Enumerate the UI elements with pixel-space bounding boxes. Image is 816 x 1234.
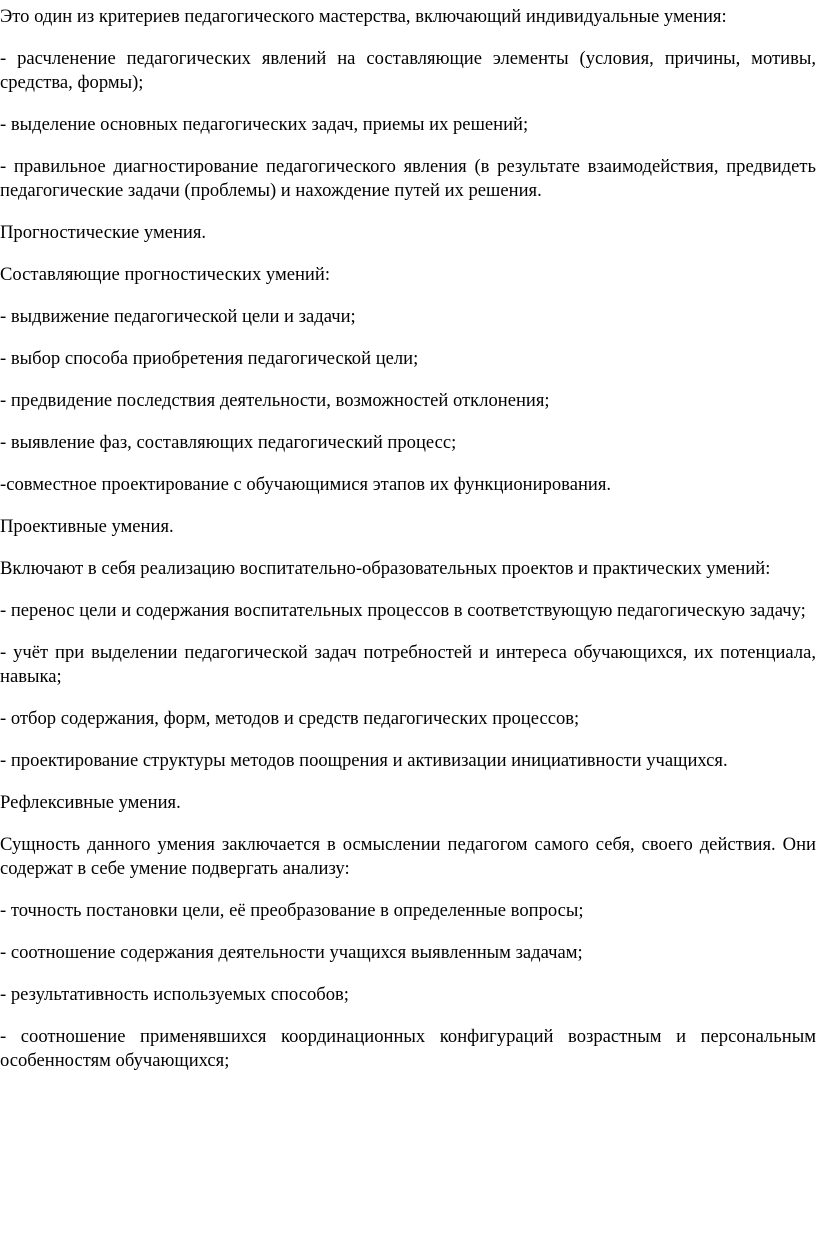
list-item: - правильное диагностирование педагогического явления (в результате взаимодействия, предвидеть педагогические задачи (проблемы) и нахождение путей их решения. <box>0 156 816 201</box>
list-item: - соотношение применявшихся координационных конфигураций возрастным и персональным особенностям обучающихся; <box>0 1026 816 1071</box>
list-item: - точность постановки цели, её преобразование в определенные вопросы; <box>0 900 584 921</box>
list-item: - отбор содержания, форм, методов и средств педагогических процессов; <box>0 708 580 729</box>
section-heading-reflexive: Рефлексивные умения. <box>0 792 181 813</box>
list-item: - учёт при выделении педагогической задач потребностей и интереса обучающихся, их потенциала, навыка; <box>0 642 816 687</box>
section-heading-projective: Проективные умения. <box>0 516 174 537</box>
section-intro: Сущность данного умения заключается в осмыслении педагогом самого себя, своего действия. Они содержат в себе умение подвергать анализу: <box>0 834 816 879</box>
list-item: - проектирование структуры методов поощрения и активизации инициативности учащихся. <box>0 750 728 771</box>
section-intro: Составляющие прогностических умений: <box>0 264 330 285</box>
list-item: - выявление фаз, составляющих педагогический процесс; <box>0 432 457 453</box>
list-item: - результативность используемых способов; <box>0 984 349 1005</box>
list-item: -совместное проектирование с обучающимися этапов их функционирования. <box>0 474 612 495</box>
list-item: - соотношение содержания деятельности учащихся выявленным задачам; <box>0 942 583 963</box>
list-item: - предвидение последствия деятельности, возможностей отклонения; <box>0 390 550 411</box>
section-intro: Включают в себя реализацию воспитательно-образовательных проектов и практических умений: <box>0 558 771 579</box>
list-item: - выделение основных педагогических задач, приемы их решений; <box>0 114 529 135</box>
section-heading-prognostic: Прогностические умения. <box>0 222 207 243</box>
list-item: - расчленение педагогических явлений на составляющие элементы (условия, причины, мотивы, средства, формы); <box>0 48 816 93</box>
list-item: - перенос цели и содержания воспитательных процессов в соответствующую педагогическую задачу; <box>0 600 806 621</box>
list-item: - выбор способа приобретения педагогической цели; <box>0 348 419 369</box>
list-item: - выдвижение педагогической цели и задачи; <box>0 306 356 327</box>
intro-paragraph: Это один из критериев педагогического мастерства, включающий индивидуальные умения: <box>0 6 727 27</box>
